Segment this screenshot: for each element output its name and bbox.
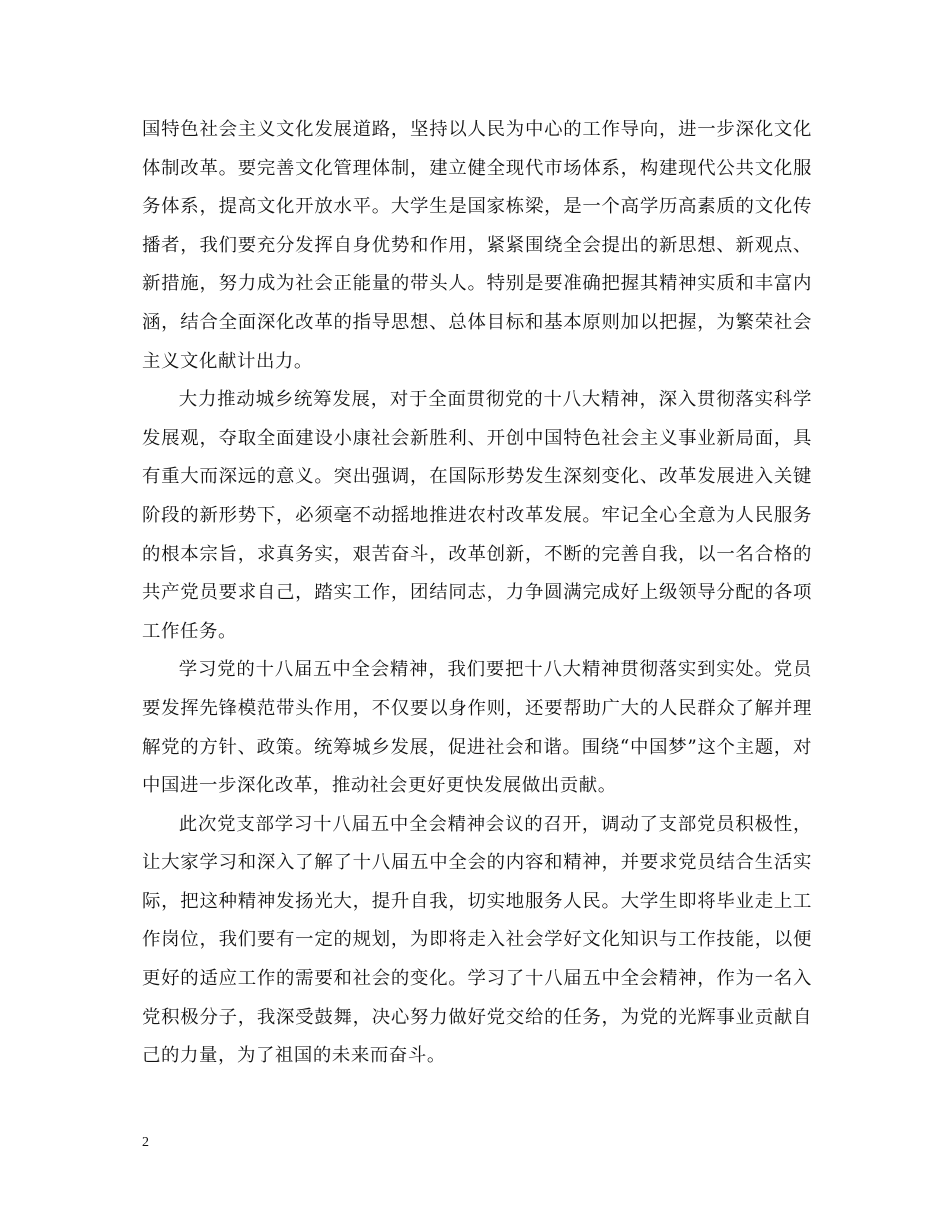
paragraph-urban-rural-development: 大力推动城乡统筹发展，对于全面贯彻党的十八大精神，深入贯彻落实科学发展观，夺取全面建设小康社会新胜利、开创中国特色社会主义事业新局面，具有重大而深远的意义。突出强调，在国际形势发生深刻变化、改革发展进入关键阶段的新形势下，必须毫不动摇地推进农村改革发展。牢记全心全意为人民服务的根本宗旨，求真务实，艰苦奋斗，改革创新，不断的完善自我，以一名合格的共产党员要求自己，踏实工作，团结同志，力争圆满完成好上级领导分配的各项工作任务。 [142, 389, 812, 642]
paragraph-continuation: 国特色社会主义文化发展道路，坚持以人民为中心的工作导向，进一步深化文化体制改革。要完善文化管理体制，建立健全现代市场体系，构建现代公共文化服务体系，提高文化开放水平。大学生是国家栋梁，是一个高学历高素质的文化传播者，我们要充分发挥自身优势和作用，紧紧围绕全会提出的新思想、新观点、新措施，努力成为社会正能量的带头人。特别是要准确把握其精神实质和丰富内涵，结合全面深化改革的指导思想、总体目标和基本原则加以把握，为繁荣社会主义文化献计出力。 [142, 119, 812, 372]
document-body [142, 111, 812, 1076]
paragraph-fifth-plenum-study: 学习党的十八届五中全会精神，我们要把十八大精神贯彻落实到实处。党员要发挥先锋模范带头作用，不仅要以身作则，还要帮助广大的人民群众了解并理解党的方针、政策。统筹城乡发展，促进社会和谐。围绕“中国梦”这个主题，对中国进一步深化改革，推动社会更好更快发展做出贡献。 [142, 659, 812, 797]
page-number: 2 [142, 1135, 149, 1150]
paragraph-branch-meeting: 此次党支部学习十八届五中全会精神会议的召开，调动了支部党员积极性，让大家学习和深入了解了十八届五中全会的内容和精神，并要求党员结合生活实际，把这种精神发扬光大，提升自我，切实地服务人民。大学生即将毕业走上工作岗位，我们要有一定的规划，为即将走入社会学好文化知识与工作技能，以便更好的适应工作的需要和社会的变化。学习了十八届五中全会精神，作为一名入党积极分子，我深受鼓舞，决心努力做好党交给的任务，为党的光辉事业贡献自己的力量，为了祖国的未来而奋斗。 [142, 813, 812, 1067]
